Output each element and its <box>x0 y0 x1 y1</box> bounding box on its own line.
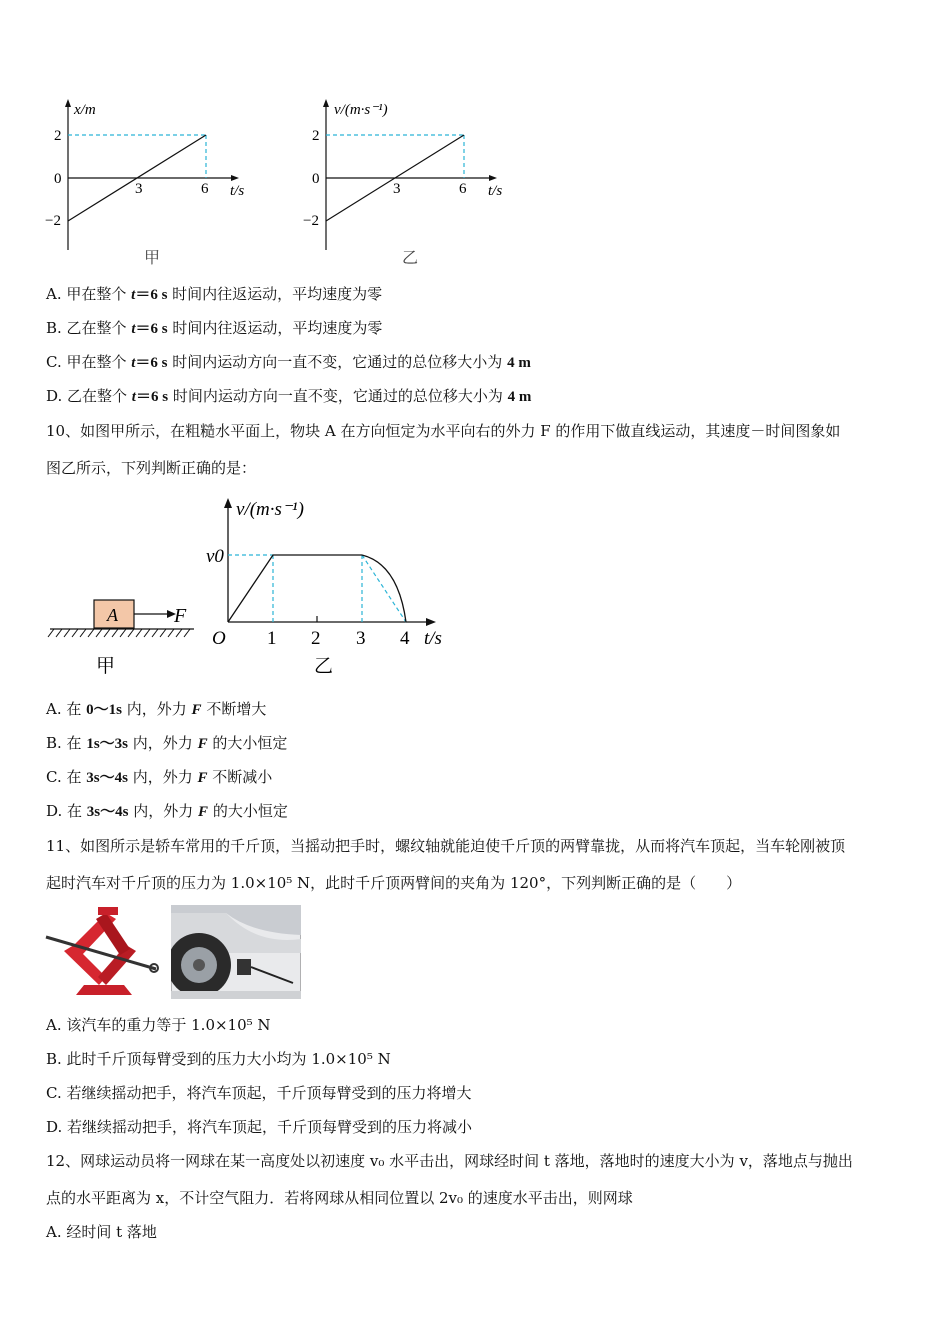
q9-option-d: D. 乙在整个 t＝6 s 时间内运动方向一直不变，它通过的总位移大小为 4 m <box>46 387 532 405</box>
block-label: A <box>107 605 118 625</box>
jia-xtick-6: 6 <box>201 181 209 197</box>
yi-ytick-neg2: −2 <box>303 213 319 229</box>
car-on-jack-photo <box>171 905 301 999</box>
q9-graph-jia <box>40 95 270 275</box>
vt-xtick-4: 4 <box>400 628 410 649</box>
q11-option-d: D. 若继续摇动把手，将汽车顶起，千斤顶每臂受到的压力将减小 <box>46 1118 473 1136</box>
vt-ylabel: v/(m·s⁻¹) <box>236 499 304 520</box>
vt-origin: O <box>212 628 226 649</box>
vt-xtick-3: 3 <box>356 628 366 649</box>
yi-ytick-2: 2 <box>312 128 320 144</box>
q11-stem-line2: 起时汽车对千斤顶的压力为 1.0×10⁵ N，此时千斤顶两臂间的夹角为 120°，下列判断正确的是（ ） <box>46 874 742 892</box>
vt-xtick-2: 2 <box>311 628 321 649</box>
q12-option-a: A. 经时间 t 落地 <box>46 1223 157 1241</box>
yi-xtick-3: 3 <box>393 181 401 197</box>
jia-xlabel: t/s <box>230 183 245 199</box>
q10-option-b: B. 在 1s～3s 内，外力 F 的大小恒定 <box>46 734 288 752</box>
q9-option-a: A. 甲在整个 t＝6 s 时间内往返运动，平均速度为零 <box>46 285 383 303</box>
jia-ytick-2: 2 <box>54 128 62 144</box>
fig-yi-caption: 乙 <box>314 656 334 677</box>
vt-v0-label: v0 <box>206 546 224 567</box>
vt-xlabel: t/s <box>424 628 442 649</box>
q12-stem-line2: 点的水平距离为 x，不计空气阻力．若将网球从相同位置以 2v₀ 的速度水平击出，则网球 <box>46 1189 633 1207</box>
q10-option-a: A. 在 0～1s 内，外力 F 不断增大 <box>46 700 267 718</box>
yi-xtick-6: 6 <box>459 181 467 197</box>
jia-caption: 甲 <box>144 250 161 267</box>
q10-stem-line2: 图乙所示，下列判断正确的是： <box>46 459 257 477</box>
q12-stem-line1: 12、网球运动员将一网球在某一高度处以初速度 v₀ 水平击出，网球经时间 t 落地，落地时的速度大小为 v，落地点与抛出 <box>46 1152 853 1170</box>
q10-option-c: C. 在 3s～4s 内，外力 F 不断减小 <box>46 768 273 786</box>
jia-ylabel: x/m <box>74 102 96 118</box>
q11-stem-line1: 11、如图所示是轿车常用的千斤顶，当摇动把手时，螺纹轴就能迫使千斤顶的两臂靠拢，从而将汽车顶起，当车轮刚被顶 <box>46 837 846 855</box>
vt-xtick-1: 1 <box>267 628 277 649</box>
jia-ytick-0: 0 <box>54 171 62 187</box>
q9-option-b: B. 乙在整个 t＝6 s 时间内往返运动，平均速度为零 <box>46 319 383 337</box>
q10-stem-line1: 10、如图甲所示，在粗糙水平面上，物块 A 在方向恒定为水平向右的外力 F 的作用下做直线运动，其速度－时间图象如 <box>46 422 841 440</box>
yi-caption: 乙 <box>402 250 419 267</box>
jia-ytick-neg2: −2 <box>45 213 61 229</box>
q9-graph-yi <box>298 95 528 275</box>
q10-vt-graph <box>198 492 468 684</box>
force-label: F <box>174 605 187 627</box>
yi-ytick-0: 0 <box>312 171 320 187</box>
car-jack-image <box>44 905 159 1000</box>
q10-figure-jia <box>46 590 206 680</box>
jia-xtick-3: 3 <box>135 181 143 197</box>
q10-option-d: D. 在 3s～4s 内，外力 F 的大小恒定 <box>46 802 288 820</box>
q11-option-b: B. 此时千斤顶每臂受到的压力大小均为 1.0×10⁵ N <box>46 1050 391 1068</box>
yi-ylabel: v/(m·s⁻¹) <box>334 102 388 118</box>
fig-jia-caption: 甲 <box>96 656 116 677</box>
q11-option-c: C. 若继续摇动把手，将汽车顶起，千斤顶每臂受到的压力将增大 <box>46 1084 472 1102</box>
q11-option-a: A. 该汽车的重力等于 1.0×10⁵ N <box>46 1016 271 1034</box>
yi-xlabel: t/s <box>488 183 503 199</box>
q9-option-c: C. 甲在整个 t＝6 s 时间内运动方向一直不变，它通过的总位移大小为 4 m <box>46 353 531 371</box>
